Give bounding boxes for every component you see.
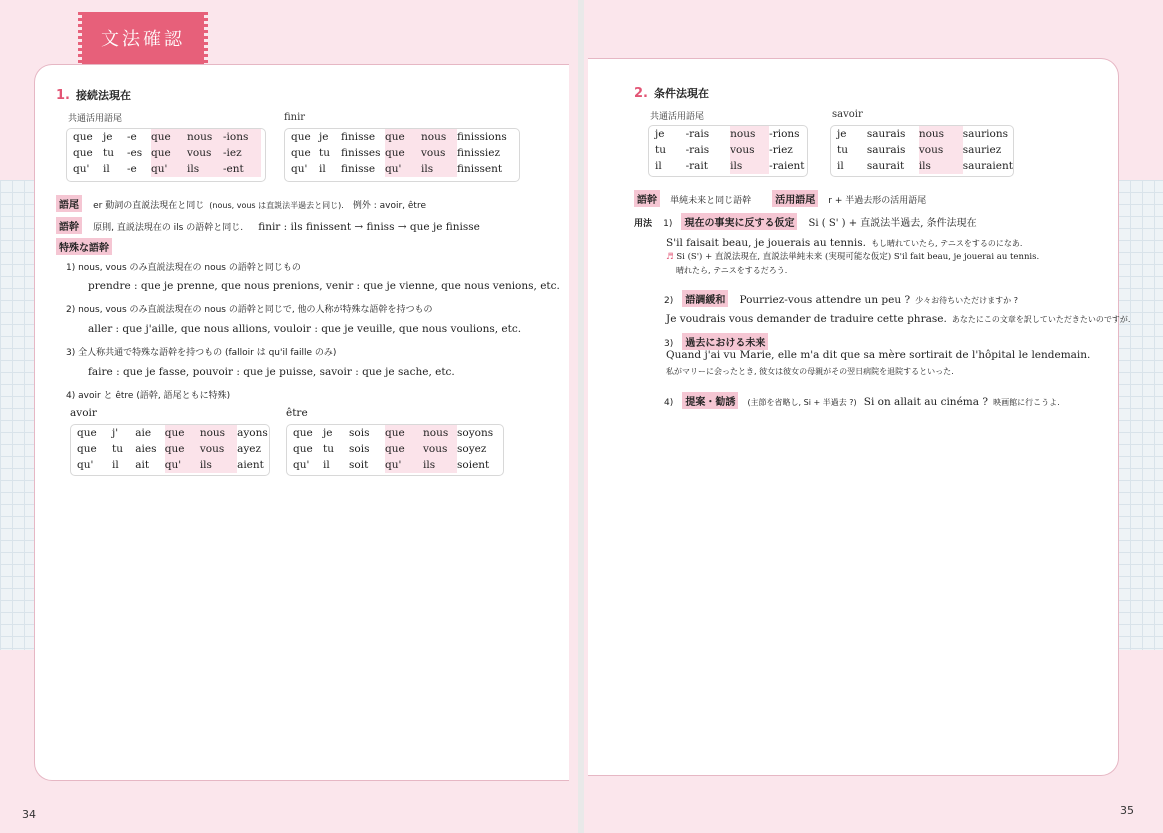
usage-4-text: Si on allait au cinéma ? [863,396,988,408]
common-label: 共通活用語尾 [68,114,123,124]
usage-1-line [634,211,977,230]
table-cell: que [77,443,97,455]
section-1-heading [56,87,131,103]
table-cell: que [165,425,200,441]
table-row [285,129,515,145]
table-cell: qu' [291,163,308,175]
table-cell: aie [135,427,152,439]
table [285,129,515,177]
table-cell: saurais [866,128,906,140]
gokan-tag: 語幹 [634,190,660,207]
table-cell: saurais [866,144,906,156]
usage-1-tag: 現在の事実に反する仮定 [681,213,797,230]
table-cell: -ent [223,161,261,177]
table-row [285,145,515,161]
table-cell: j' [112,427,119,439]
table-cell: il [112,459,119,471]
table-cell: que [77,427,97,439]
table [287,425,497,473]
table-row [67,129,261,145]
finir-table [284,128,520,182]
table-cell: ayez [237,443,262,455]
table-cell: qu' [165,457,200,473]
table-cell: que [293,443,313,455]
table-cell: que [385,441,423,457]
table-cell: je [837,128,847,140]
usage-4-line [664,390,1060,409]
table-cell: qu' [151,161,187,177]
item-3-example: faire : que je fasse, pouvoir : que je puisse, savoir : que je sache, etc. [88,366,455,378]
table-row [287,457,497,473]
right-page [584,0,1163,833]
gokan-text: 原則, 直説法現在の ils の語幹と同じ. [93,223,244,233]
table-cell: finisse [341,163,376,175]
table-cell: saurait [866,160,905,172]
usage-3-number: 3) [664,339,674,349]
page-number: 35 [1120,804,1134,817]
grid-band [1118,180,1163,650]
etre-label: être [286,407,308,419]
table-cell: que [291,147,311,159]
table-cell: -iez [223,145,261,161]
table-cell: je [103,131,113,143]
usage-2-line [664,288,1018,307]
usage-1-example [666,231,1022,250]
savoir-table [830,125,1014,177]
table-cell: aient [237,459,264,471]
table-cell: soit [349,459,369,471]
table-row [649,142,807,158]
table-cell: que [151,145,187,161]
table-cell: que [165,441,200,457]
table-cell: -rait [685,160,709,172]
section-number: 1. [56,88,70,103]
gobi-exception: 例外 : avoir, être [352,201,427,211]
table-row [649,158,807,174]
music-note-icon: ♬ [666,252,674,262]
table-cell: que [73,131,93,143]
table-cell: ayons [237,427,268,439]
usage-2-example [666,307,1130,326]
table-cell: -ions [223,129,261,145]
common-ending-table [648,125,808,177]
table-cell: ils [730,158,769,174]
table-row [71,425,269,441]
etre-table [286,424,504,476]
table-cell: sois [349,427,370,439]
finir-label: finir [284,112,306,123]
table-row [831,158,1013,174]
table-cell: -rions [769,128,800,140]
usage-label: 用法 [634,219,653,229]
example-fr: S'il faisait beau, je jouerais au tennis. [666,237,866,249]
table-cell: -e [127,163,137,175]
item-2-example: aller : que j'aille, que nous allions, vouloir : que je veuille, que nous voulions, etc. [88,323,522,335]
table-cell: vous [200,441,237,457]
table-row [67,161,261,177]
table-row [71,441,269,457]
table-cell: nous [187,129,223,145]
avoir-label: avoir [70,407,97,419]
table-cell: sauraient [962,160,1013,172]
table-cell: sois [349,443,370,455]
table-cell: ils [200,457,237,473]
table-cell: soyez [457,443,487,455]
table-row [649,126,807,142]
table-cell: finissions [457,131,507,143]
avoir-table [70,424,270,476]
usage-4-number: 4) [664,398,674,408]
table-cell: soient [457,459,490,471]
table-cell: vous [187,145,223,161]
table-cell: qu' [385,457,423,473]
table-cell: tu [837,144,848,156]
example-jp: あなたにこの文章を訳していただきたいのですが. [951,315,1131,324]
table-cell: sauriez [962,144,1002,156]
table-row [831,142,1013,158]
section-title: 条件法現在 [653,87,709,100]
section-ribbon: 文法確認 [82,12,204,64]
table-cell: -e [127,131,137,143]
table-row [287,425,497,441]
savoir-label: savoir [832,109,863,120]
table-cell: finisse [341,131,376,143]
table-cell: ils [423,457,457,473]
table-cell: qu' [385,161,421,177]
table-cell: nous [919,126,963,142]
usage-2-text-jp: 少々お待ちいただけますか ? [915,296,1018,305]
table-cell: saurions [962,128,1008,140]
usage-1-note [666,250,1039,262]
gobi-note: (nous, vous は直説法半過去と同じ). [209,201,344,210]
table-cell: qu' [293,459,310,471]
table-cell: ait [135,459,150,471]
usage-4-tag: 提案・勧誘 [682,392,738,409]
left-page [0,0,578,833]
table-cell: finissiez [457,147,501,159]
table-cell: ils [187,161,223,177]
table-cell: que [291,131,311,143]
table-cell: que [385,129,421,145]
usage-2-tag: 語調緩和 [682,290,728,307]
table-cell: nous [200,425,237,441]
table-row [71,457,269,473]
table-cell: vous [421,145,457,161]
table-row [831,126,1013,142]
gokan-tag: 語幹 [56,217,82,234]
table-row [285,161,515,177]
table-cell: qu' [73,163,90,175]
gobi-tag: 活用語尾 [772,190,818,207]
stem-ending-line [634,188,926,207]
note-text: Si (S') + 直説法現在, 直説法単純未来 (実現可能な仮定) S'il fait beau, je jouerai au tennis. [676,252,1040,262]
table-cell: tu [103,147,114,159]
table-cell: que [385,425,423,441]
table-cell: nous [421,129,457,145]
example-fr: Je voudrais vous demander de traduire cette phrase. [666,313,947,325]
usage-1-number: 1) [663,219,673,229]
table [649,126,807,174]
item-4-heading: 4) avoir と être (語幹, 語尾ともに特殊) [66,391,231,401]
table-cell: -es [127,147,143,159]
table-cell: que [385,145,421,161]
table-cell: vous [730,142,769,158]
table-row [67,145,261,161]
table-row [287,441,497,457]
table [831,126,1013,174]
table-cell: ils [919,158,963,174]
table-cell: que [151,129,187,145]
table-cell: tu [112,443,124,455]
table-cell: tu [655,144,666,156]
table-cell: il [103,163,110,175]
page-number: 34 [22,808,36,821]
table-cell: -riez [769,144,793,156]
table-cell: ils [421,161,457,177]
section-title: 接続法現在 [75,89,131,102]
table-cell: -rais [685,128,710,140]
table-cell: il [655,160,662,172]
gobi-text: r + 半過去形の活用語尾 [828,196,927,206]
table-cell: soyons [457,427,494,439]
table-cell: vous [423,441,457,457]
table [71,425,269,473]
table [67,129,261,177]
special-tag: 特殊な語幹 [56,238,112,255]
item-1-heading: 1) nous, vous のみ直説法現在の nous の語幹と同じもの [66,263,301,273]
common-label: 共通活用語尾 [650,112,705,122]
usage-1-rule: Si ( S' ) + 直説法半過去, 条件法現在 [808,218,977,229]
usage-2-number: 2) [664,296,674,306]
table-cell: je [655,128,665,140]
table-cell: vous [919,142,963,158]
usage-3-tag: 過去における未来 [682,333,768,350]
usage-3-example-jp: 私がマリーに会ったとき, 彼女は彼女の母親がその翌日病院を退院するといった. [666,367,954,376]
item-1-example: prendre : que je prenne, que nous prenions, venir : que je vienne, que nous venions, etc. [88,280,560,292]
table-cell: nous [423,425,457,441]
usage-4-note: (主節を省略し, Si + 半過去 ?) [747,398,857,407]
special-stem-heading [56,236,112,255]
table-cell: il [323,459,330,471]
usage-1-note-translation: 晴れたら, テニスをするだろう. [676,266,788,275]
grid-band [0,180,34,650]
gobi-text: er 動詞の直説法現在と同じ [93,201,205,211]
gobi-tag: 語尾 [56,195,82,212]
gokan-line [56,215,480,234]
table-cell: que [73,147,93,159]
section-number: 2. [634,86,648,101]
gobi-line [56,193,426,212]
gokan-example: finir : ils finissent → finiss → que je finisse [258,221,480,233]
table-cell: je [323,427,333,439]
table-cell: -rais [685,144,710,156]
usage-3-example: Quand j'ai vu Marie, elle m'a dit que sa mère sortirait de l'hôpital le lendemain. [666,349,1091,361]
table-cell: finissent [457,163,503,175]
table-cell: tu [323,443,334,455]
usage-2-text: Pourriez-vous attendre un peu ? [739,294,911,306]
usage-4-text-jp: 映画館に行こうよ. [993,398,1060,407]
usage-3-line [664,331,768,350]
gokan-text: 単純未来と同じ語幹 [670,196,752,206]
table-cell: tu [319,147,330,159]
section-2-heading [634,85,709,101]
table-cell: qu' [77,459,94,471]
example-jp: もし晴れていたら, テニスをするのになあ. [871,239,1023,248]
item-2-heading: 2) nous, vous のみ直説法現在の nous の語幹と同じで, 他の人称が特殊な語幹を持つもの [66,305,433,315]
table-cell: finisses [341,147,381,159]
table-cell: nous [730,126,769,142]
table-cell: il [837,160,844,172]
table-cell: aies [135,443,157,455]
common-ending-table [66,128,266,182]
table-cell: -raient [769,160,805,172]
table-cell: que [293,427,313,439]
table-cell: il [319,163,326,175]
item-3-heading: 3) 全人称共通で特殊な語幹を持つもの (falloir は qu'il faille のみ) [66,348,337,358]
table-cell: je [319,131,329,143]
